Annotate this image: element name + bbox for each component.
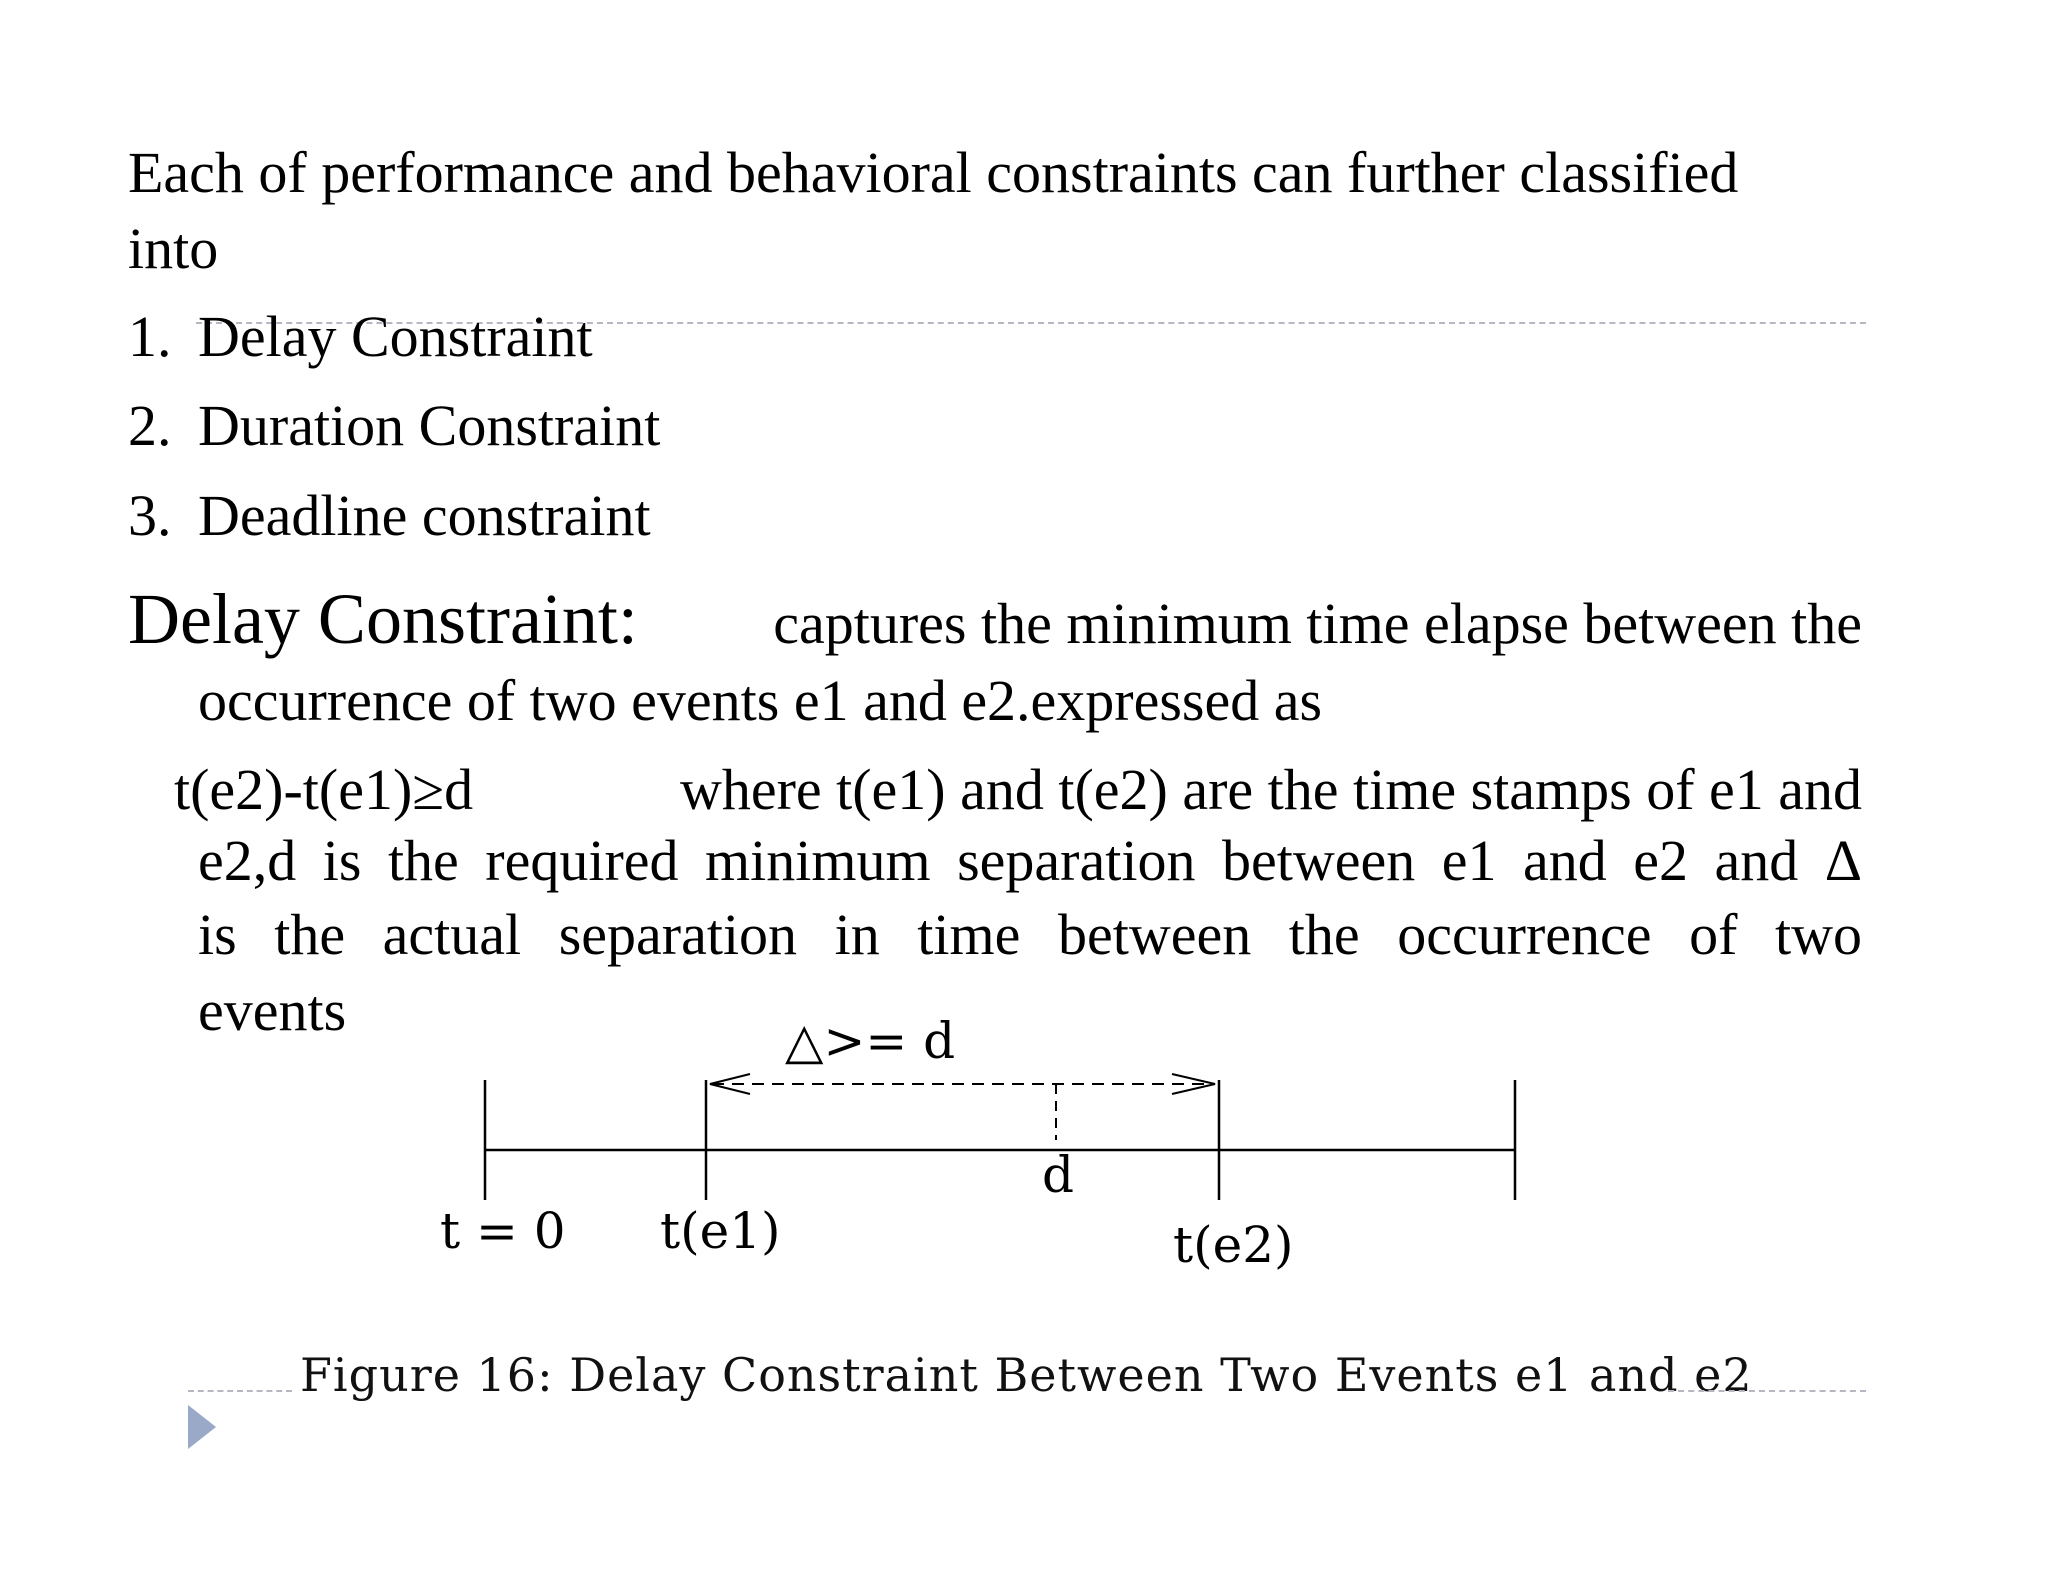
list-number: 1. — [128, 304, 172, 369]
intro-line-2: into — [128, 216, 219, 281]
intro-line-1: Each of performance and behavioral constraints can further classified — [128, 140, 1739, 205]
list-label: Duration Constraint — [198, 393, 661, 458]
te2-label: t(e2) — [1173, 1216, 1294, 1274]
definition-line-4: e2,d is the required minimum separation between e1 and e2 and Δ — [198, 828, 1862, 893]
definition-text: captures the minimum time elapse between the — [773, 591, 1862, 656]
dashed-divider-bottom-right — [1668, 1390, 1866, 1392]
definition-line-2: occurrence of two events e1 and e2.expressed as — [198, 668, 1323, 733]
definition-term: Delay Constraint: — [128, 579, 638, 659]
definition-text: where t(e1) and t(e2) are the time stamps of e1 and — [679, 757, 1862, 822]
d-label: d — [1042, 1146, 1075, 1204]
list-number: 3. — [128, 483, 172, 548]
dashed-divider-bottom-left — [188, 1390, 292, 1392]
figure-caption: Figure 16: Delay Constraint Between Two Events e1 and e2 — [300, 1348, 1753, 1402]
triangle-right-icon[interactable] — [188, 1405, 216, 1449]
formula: t(e2)-t(e1)≥d — [174, 757, 474, 822]
t0-label: t = 0 — [440, 1202, 566, 1260]
list-label: Delay Constraint — [198, 304, 593, 369]
definition-line-5: is the actual separation in time between the occurrence of two — [198, 902, 1862, 967]
list-number: 2. — [128, 393, 172, 458]
delta-label: △>= d — [785, 1012, 956, 1070]
te1-label: t(e1) — [660, 1202, 781, 1260]
list-label: Deadline constraint — [198, 483, 651, 548]
definition-line-6: events — [198, 978, 347, 1043]
